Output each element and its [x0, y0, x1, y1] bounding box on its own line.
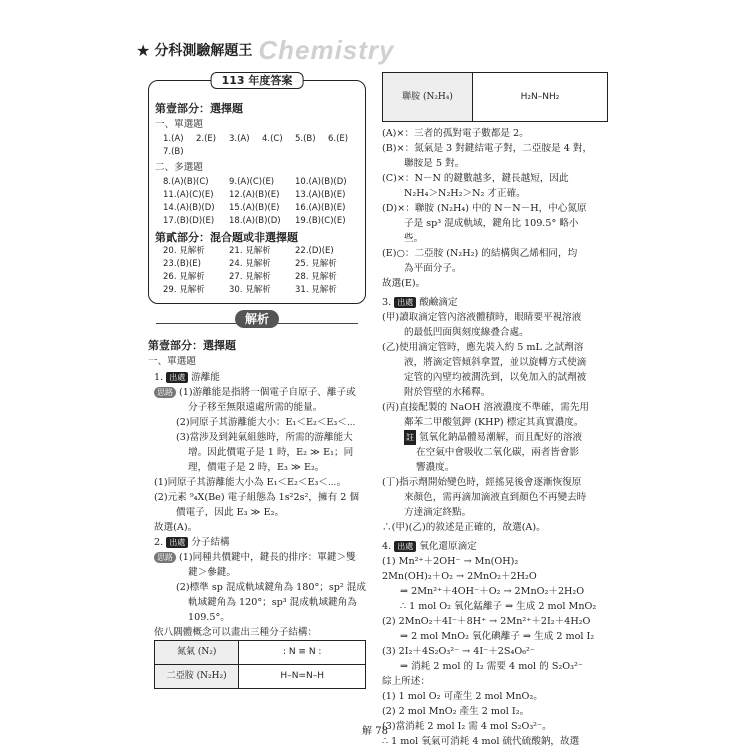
text-line: 鍵＞參鍵。 [188, 567, 236, 578]
text-line: (1)同原子其游離能大小為 E₁＜E₂＜E₃＜⋯。 [154, 477, 347, 488]
text-line: 液，將滴定管傾斜拿置，並以旋轉方式使滴 [404, 357, 587, 368]
answer-item: 26. 見解析 [163, 272, 205, 282]
question-number: 3. [382, 297, 392, 308]
text-line: 109.5°。 [188, 612, 230, 623]
text-line: (1)同種共價鍵中，鍵長的排序：單鍵＞雙 [179, 552, 356, 563]
text-line: (2)同原子其游離能大小：E₁＜E₂＜E₃＜⋯ [176, 417, 356, 428]
answer-item: 13.(A)(B)(E) [295, 190, 346, 200]
table-row [383, 73, 608, 122]
text-line: 理，價電子是 2 時，E₃ ≫ E₂。 [188, 462, 325, 473]
answer-item: 19.(B)(C)(E) [295, 216, 346, 226]
source-badge: 出處 [166, 372, 188, 383]
source-badge: 出處 [166, 537, 188, 548]
text-line: 故選(E)。 [382, 278, 426, 289]
jiexi-divider [148, 312, 366, 334]
text-line: (3)當消耗 2 mol I₂ 需 4 mol S₂O₃²⁻。 [382, 721, 552, 732]
solutions-part1-heading: 第壹部分：選擇題 [148, 339, 236, 352]
text-line: 為平面分子。 [404, 263, 462, 274]
answer-item: 17.(B)(D)(E) [163, 216, 215, 226]
single-answers [155, 133, 359, 159]
text-line: 軌域鍵角為 120°；sp³ 混成軌域鍵角為 [188, 597, 357, 608]
molecule-name: 氮氣 (N₂) [155, 641, 239, 665]
question-topic: 氧化還原滴定 [419, 541, 477, 552]
molecule-structure: H₂N–NH₂ [473, 73, 608, 122]
text-line: (乙)使用滴定管時，應先裝入約 5 mL 之試劑溶 [382, 342, 584, 353]
answer-item: 31. 見解析 [295, 285, 337, 295]
text-line: 的最低凹面與刻度線叠合處。 [404, 327, 529, 338]
text-line: (1) Mn²⁺＋2OH⁻ → Mn(OH)₂ [382, 556, 519, 567]
answer-item: 11.(A)(C)(E) [163, 190, 214, 200]
page-number: 解 78 [362, 726, 388, 737]
star-icon: ★ [136, 40, 151, 60]
option-analysis [382, 126, 608, 291]
answer-item: 22.(D)(E) [295, 246, 334, 256]
multi-answers [155, 176, 359, 228]
source-badge: 出處 [394, 297, 416, 308]
answer-item: 8.(A)(B)(C) [163, 177, 209, 187]
answer-item: 4.(C) [262, 134, 283, 144]
question-3 [382, 295, 608, 535]
answer-item: 12.(A)(B)(E) [229, 190, 280, 200]
text-line: (C)×：N－N 的鍵數越多，鍵長越短，因此 [382, 173, 569, 184]
text-line: ∴ 1 mol 氧氣可消耗 4 mol 硫代硫酸鈉，故選 [382, 736, 580, 747]
text-line: (3) 2I₂＋4S₂O₃²⁻ → 4I⁻＋2S₄O₆²⁻ [382, 646, 535, 657]
mixed-answers [155, 245, 359, 297]
text-line: (2)標準 sp 混成軌域鍵角為 180°；sp² 混成 [176, 582, 366, 593]
question-2 [154, 535, 366, 689]
molecule-name: 二亞胺 (N₂H₂) [155, 665, 239, 689]
text-line: 2Mn(OH)₂＋O₂ → 2MnO₂＋2H₂O [382, 571, 537, 582]
answer-item: 3.(A) [229, 134, 250, 144]
answer-item: 21. 見解析 [229, 246, 271, 256]
table-row [155, 665, 366, 689]
text-line: (A)×：三者的孤對電子數都是 2。 [382, 128, 529, 139]
solutions-single-heading: 一、單選題 [148, 356, 196, 367]
question-number: 2. [154, 537, 164, 548]
text-line: 些。 [404, 233, 424, 244]
text-line: (D)×：聯胺 (N₂H₄) 中的 N－N－H，中心氮原 [382, 203, 587, 214]
answer-item: 2.(E) [196, 134, 217, 144]
book-subtitle: Chemistry [258, 34, 395, 65]
text-line: 鄰苯二甲酸氫鉀 (KHP) 標定其真實濃度。 [404, 417, 584, 428]
text-line: N₂H₄＞N₂H₂＞N₂ 才正確。 [404, 188, 526, 199]
text-line: 來顏色，需再滴加滴液直到顏色不再變去時 [404, 492, 587, 503]
question-4 [382, 539, 608, 749]
text-line: (1) 1 mol O₂ 可產生 2 mol MnO₂。 [382, 691, 543, 702]
text-line: 故選(A)。 [154, 522, 198, 533]
text-line: 價電子，因此 E₃ ≫ E₂。 [176, 507, 285, 518]
text-line: 聯胺是 5 對。 [404, 158, 465, 169]
molecule-table [154, 640, 366, 689]
part2-heading: 第貳部分：混合題或非選擇題 [155, 231, 298, 244]
question-number: 4. [382, 541, 392, 552]
text-line: 依八隅體概念可以畫出三種分子結構： [154, 627, 318, 638]
molecule-table [382, 72, 608, 122]
text-line: 定管的內壁均被潤洗到，以免加入的試劑被 [404, 372, 587, 383]
question-1 [154, 370, 366, 535]
text-line: (2) 2MnO₂＋4I⁻＋8H⁺ → 2Mn²⁺＋2I₂＋4H₂O [382, 616, 591, 627]
answer-item: 16.(A)(B)(E) [295, 203, 346, 213]
molecule-name: 聯胺 (N₂H₄) [383, 73, 473, 122]
text-line: 綜上所述： [382, 676, 430, 687]
thinking-badge: 思路 [154, 387, 176, 398]
text-line: ⇒ 消耗 2 mol 的 I₂ 需要 4 mol 的 S₂O₃²⁻ [400, 661, 583, 672]
answer-item: 25. 見解析 [295, 259, 337, 269]
answer-item: 5.(B) [295, 134, 316, 144]
text-line: (2)元素 ⁹₄X(Be) 電子組態為 1s²2s²，擁有 2 個 [154, 492, 359, 503]
source-badge: 出處 [394, 541, 416, 552]
answer-item: 7.(B) [163, 147, 184, 157]
text-line: (B)×：氮氣是 3 對鍵結電子對，二亞胺是 4 對， [382, 143, 593, 154]
text-line: (甲)讀取滴定管內溶液體積時，眼睛要平視溶液 [382, 312, 582, 323]
answers-box [148, 74, 366, 304]
text-line: ∴(甲)(乙)的敘述是正確的，故選(A)。 [382, 522, 546, 533]
text-line: ⇒ 2Mn²⁺＋4OH⁻＋O₂ → 2MnO₂＋2H₂O [400, 586, 585, 597]
answer-item: 6.(E) [328, 134, 349, 144]
answer-item: 14.(A)(B)(D) [163, 203, 215, 213]
molecule-structure: : N ≡ N : [239, 641, 366, 665]
text-line: (E)○：二亞胺 (N₂H₂) 的結構與乙烯相同，均 [382, 248, 578, 259]
note-badge: 註 [404, 430, 416, 445]
answer-item: 30. 見解析 [229, 285, 271, 295]
thinking-badge: 思路 [154, 552, 176, 563]
left-column [148, 72, 366, 689]
answer-item: 28. 見解析 [295, 272, 337, 282]
answer-item: 20. 見解析 [163, 246, 205, 256]
part1-heading: 第壹部分：選擇題 [155, 102, 243, 115]
text-line: 氫氧化鈉晶體易潮解，而且配好的溶液 [419, 432, 583, 443]
right-column [382, 72, 608, 749]
answer-item: 27. 見解析 [229, 272, 271, 282]
question-number: 1. [154, 372, 164, 383]
book-title: 分科測驗解題王 [154, 43, 253, 59]
text-line: (2) 2 mol MnO₂ 產生 2 mol I₂。 [382, 706, 530, 717]
answer-item: 1.(A) [163, 134, 184, 144]
text-line: (3)當涉及到鈍氣組態時，所需的游離能大 [176, 432, 353, 443]
answer-item: 10.(A)(B)(D) [295, 177, 347, 187]
text-line: (丙)直接配製的 NaOH 溶液濃度不準確，需先用 [382, 402, 590, 413]
answer-item: 29. 見解析 [163, 285, 205, 295]
text-line: (丁)指示劑開始變色時，經搖晃後會逐漸恢復原 [382, 477, 582, 488]
question-topic: 分子結構 [191, 537, 230, 548]
text-line: 在空氣中會吸收二氧化碳，兩者皆會影 [416, 447, 580, 458]
answer-item: 9.(A)(C)(E) [229, 177, 275, 187]
answer-item: 23.(B)(E) [163, 259, 201, 269]
page-header [136, 34, 395, 66]
molecule-structure: H–N=N–H [239, 665, 366, 689]
answer-item: 15.(A)(B)(E) [229, 203, 280, 213]
answer-item: 18.(A)(B)(D) [229, 216, 281, 226]
single-heading: 一、單選題 [155, 119, 203, 130]
answers-title: 113 年度答案 [211, 72, 304, 89]
text-line: 分子移至無限遠處所需的能量。 [188, 402, 323, 413]
text-line: 響濃度。 [416, 462, 455, 473]
text-line: ⇒ 2 mol MnO₂ 氧化碘離子 ⇒ 生成 2 mol I₂ [400, 631, 595, 642]
text-line: 子是 sp³ 混成軌域，鍵角比 109.5° 略小 [404, 218, 579, 229]
text-line: 方達滴定終點。 [404, 507, 472, 518]
text-line: 附於管壁的水稀釋。 [404, 387, 491, 398]
answer-item: 24. 見解析 [229, 259, 271, 269]
text-line: 增。因此價電子是 1 時，E₂ ≫ E₁；同 [188, 447, 354, 458]
question-topic: 游離能 [191, 372, 220, 383]
question-topic: 酸鹼滴定 [419, 297, 458, 308]
table-row [155, 641, 366, 665]
jiexi-label: 解析 [235, 310, 279, 328]
text-line: ∴ 1 mol O₂ 氧化錳離子 ⇒ 生成 2 mol MnO₂ [400, 601, 597, 612]
multi-heading: 二、多選題 [155, 162, 203, 173]
text-line: (1)游離能是指將一個電子自原子、離子或 [179, 387, 356, 398]
